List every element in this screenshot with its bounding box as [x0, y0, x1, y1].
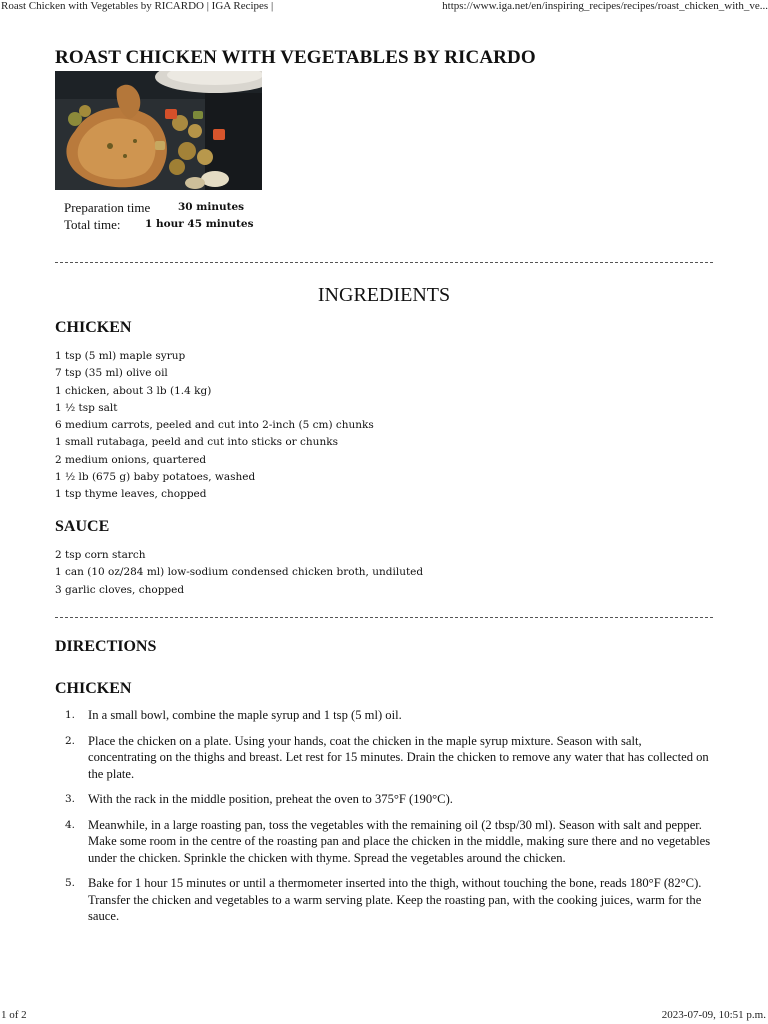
step-number: 5. [65, 877, 76, 889]
ingredient-item: 1 tsp thyme leaves, chopped [55, 488, 207, 501]
step-text: With the rack in the middle position, preheat the oven to 375°F (190°C). [88, 792, 453, 806]
prep-time-label: Preparation time [64, 200, 151, 215]
ingredient-item: 1 tsp (5 ml) maple syrup [55, 350, 186, 362]
direction-step [55, 875, 713, 925]
step-text: In a small bowl, combine the maple syrup and 1 tsp (5 ml) oil. [88, 708, 402, 722]
ingredient-item: 6 medium carrots, peeled and cut into 2-inch (5 cm) chunks [55, 419, 374, 432]
step-number: 1. [65, 709, 76, 721]
sauce-ingredient-list [55, 547, 423, 599]
ingredient-item: 2 tsp corn starch [55, 549, 146, 561]
prep-time-value: 30 minutes [178, 201, 245, 213]
ingredient-item: 1 ½ lb (675 g) baby potatoes, washed [55, 471, 256, 484]
page-count: 1 of 2 [1, 1009, 27, 1021]
prep-time-row [64, 200, 245, 217]
ingredient-item: 3 garlic cloves, chopped [55, 583, 185, 596]
print-header [0, 0, 768, 14]
divider [55, 617, 713, 618]
ingredients-chicken-heading: CHICKEN [55, 319, 132, 336]
ingredient-item: 1 chicken, about 3 lb (1.4 kg) [55, 384, 212, 397]
step-text: Meanwhile, in a large roasting pan, toss the vegetables with the remaining oil (2 tbsp/30 ml). Season with salt and pepper. Make some room in the centre of the roasting pan and place the chicken in the middle, making sure there and no vegetables under the chicken. Sprinkle the chicken with thyme. Spread the vegetables around the chicken. [88, 817, 711, 865]
directions-chicken-heading: CHICKEN [55, 680, 132, 697]
step-number: 4. [65, 818, 76, 831]
direction-step [55, 707, 713, 724]
directions-list [55, 707, 713, 934]
recipe-meta [64, 200, 254, 234]
print-datetime: 2023-07-09, 10:51 p.m. [661, 1009, 766, 1021]
ingredients-heading: INGREDIENTS [317, 284, 451, 306]
direction-step [55, 817, 713, 867]
chicken-ingredient-list [55, 348, 374, 504]
direction-step [55, 733, 713, 783]
step-number: 3. [65, 793, 76, 805]
total-time-value: 1 hour 45 minutes [145, 218, 254, 230]
step-text: Bake for 1 hour 15 minutes or until a thermometer inserted into the thigh, without touching the bone, reads 180°F (82°C). Transfer the chicken and vegetables to a warm serving plate. Keep the roasting pan, with the cooking juices, warm for the sauce. [88, 876, 702, 923]
ingredient-item: 7 tsp (35 ml) olive oil [55, 367, 168, 380]
divider [55, 262, 713, 263]
ingredient-item: 1 can (10 oz/284 ml) low-sodium condensed chicken broth, undiluted [55, 566, 424, 579]
recipe-photo [55, 71, 262, 190]
print-footer [0, 1009, 768, 1023]
total-time-label: Total time: [64, 217, 121, 232]
ingredient-item: 1 small rutabaga, peeld and cut into sticks or chunks [55, 436, 338, 449]
direction-step [55, 791, 713, 808]
print-page-title: Roast Chicken with Vegetables by RICARDO | IGA Recipes | [1, 0, 274, 12]
ingredient-item: 1 ½ tsp salt [55, 401, 118, 414]
ingredients-sauce-heading: SAUCE [55, 518, 110, 535]
print-url[interactable]: https://www.iga.net/en/inspiring_recipes/recipes/roast_chicken_with_ve... [442, 0, 768, 12]
ingredient-item: 2 medium onions, quartered [55, 453, 207, 466]
step-text: Place the chicken on a plate. Using your hands, coat the chicken in the maple syrup mixture. Season with salt, concentrating on the thighs and breast. Let rest for 15 minutes. Drain the chicken to remove any water that has collected on the plate. [88, 733, 709, 781]
total-time-row [64, 217, 254, 234]
recipe-title: ROAST CHICKEN WITH VEGETABLES BY RICARDO [55, 47, 536, 68]
step-number: 2. [65, 734, 76, 747]
directions-heading: DIRECTIONS [55, 638, 157, 655]
